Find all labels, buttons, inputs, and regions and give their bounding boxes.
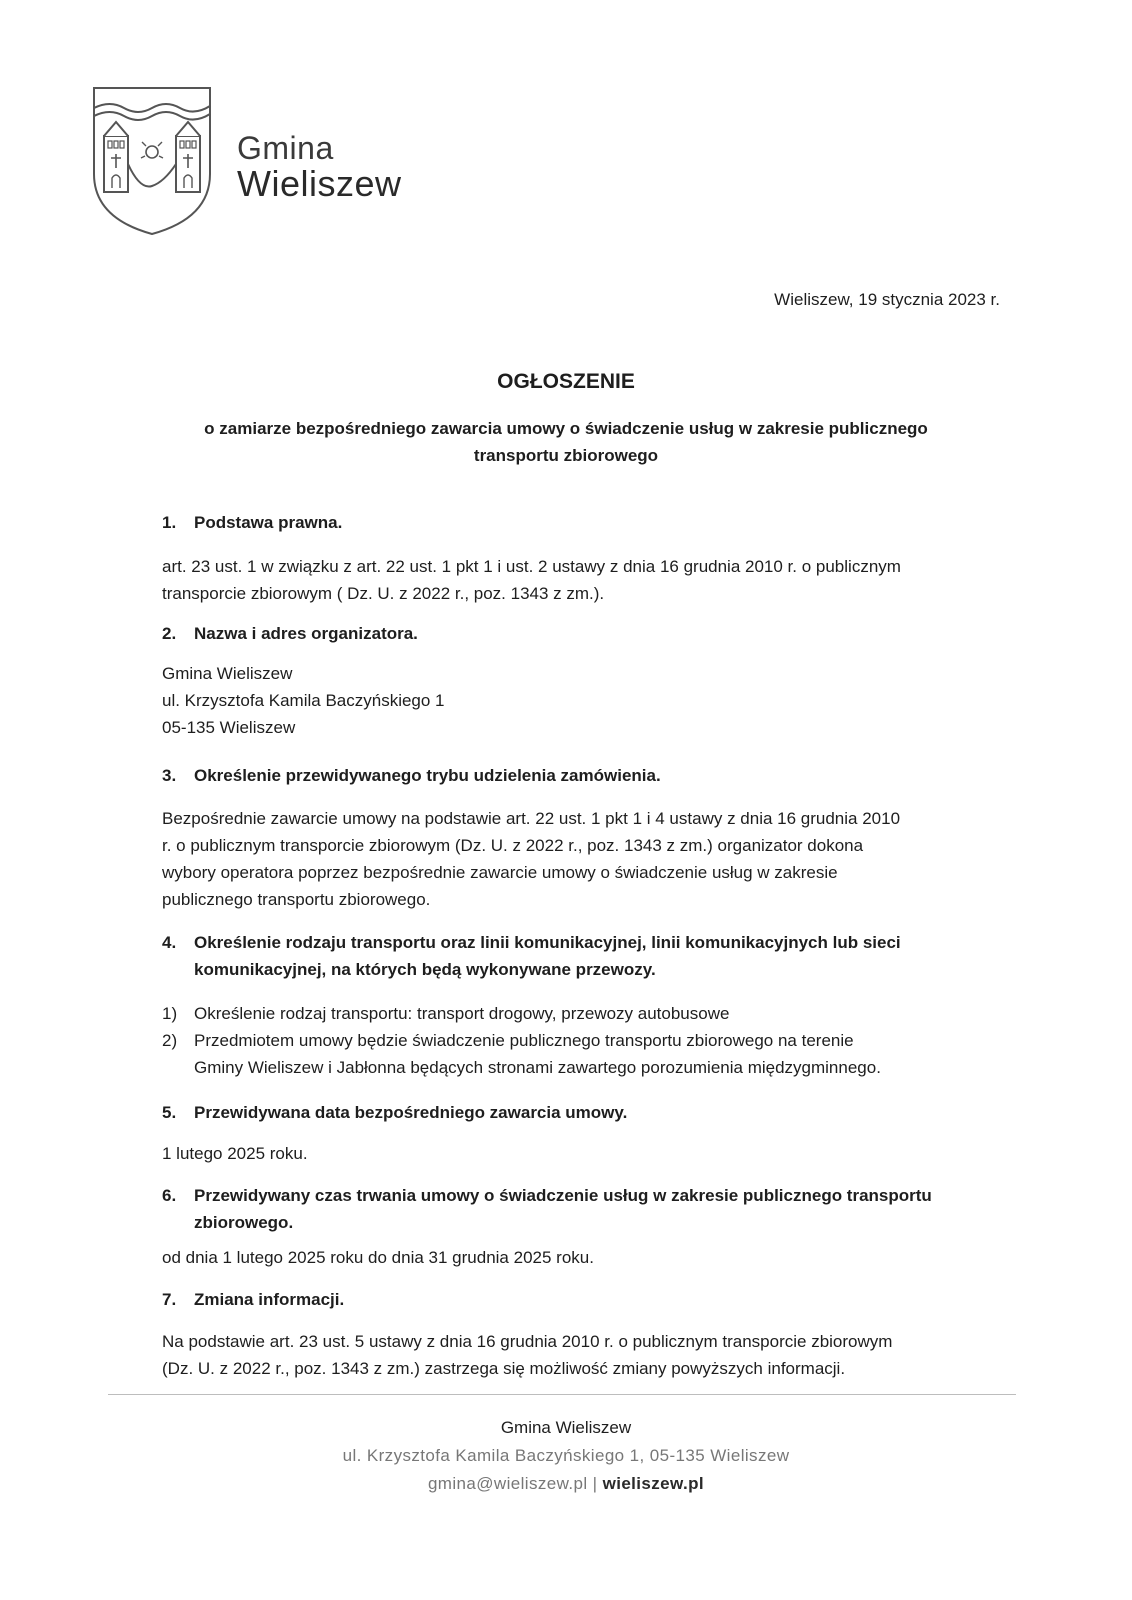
section-title-line: Określenie rodzaju transportu oraz linii komunikacyjnej, linii komunikacyjnych lub sieci [194, 933, 901, 952]
section-number: 5. [162, 1103, 177, 1122]
footer-address: ul. Krzysztofa Kamila Baczyńskiego 1, 05-135 Wieliszew [342, 1446, 790, 1465]
section-title [194, 1182, 1002, 1236]
footer-divider [108, 1394, 1016, 1395]
section-title: Określenie przewidywanego trybu udzielenia zamówienia. [194, 766, 661, 785]
footer-website-link[interactable]: wieliszew.pl [602, 1474, 705, 1493]
section-number: 7. [162, 1290, 177, 1309]
document-date: Wieliszew, 19 stycznia 2023 r. [774, 290, 1000, 309]
section-title: Nazwa i adres organizatora. [194, 624, 418, 643]
subtitle-line-1: o zamiarze bezpośredniego zawarcia umowy o świadczenie usług w zakresie publicznego [204, 419, 928, 438]
document-subtitle [150, 415, 982, 469]
section-1-body [162, 553, 1002, 607]
footer-name: Gmina Wieliszew [500, 1418, 632, 1437]
section-number: 6. [162, 1186, 177, 1205]
list-item-line: Gminy Wieliszew i Jabłonna będących stronami zawartego porozumienia międzygminnego. [194, 1058, 881, 1077]
body-line: wybory operatora poprzez bezpośrednie zawarcie umowy o świadczenie usług w zakresie [162, 863, 838, 882]
section-3-body [162, 805, 1002, 913]
body-line: publicznego transportu zbiorowego. [162, 890, 431, 909]
section-6-heading [162, 1182, 1002, 1236]
list-item-number: 1) [162, 1004, 178, 1023]
section-4-list [162, 1000, 1002, 1081]
section-1-heading [162, 509, 1002, 536]
section-7-heading [162, 1286, 1002, 1313]
brand-line1: Gmina [237, 130, 334, 166]
section-2-heading [162, 620, 1002, 647]
organizer-name: Gmina Wieliszew [162, 664, 293, 683]
section-7-body [162, 1328, 1002, 1382]
section-3-heading [162, 762, 1002, 789]
body-line: Na podstawie art. 23 ust. 5 ustawy z dnia 16 grudnia 2010 r. o publicznym transporcie zbiorowym [162, 1332, 893, 1351]
document-title: OGŁOSZENIE [497, 370, 635, 393]
section-title: Zmiana informacji. [194, 1290, 345, 1309]
section-title-line: komunikacyjnej, na których będą wykonywane przewozy. [194, 960, 656, 979]
organizer-street: ul. Krzysztofa Kamila Baczyńskiego 1 [162, 691, 445, 710]
organizer-postal: 05-135 Wieliszew [162, 718, 296, 737]
list-item-line: Przedmiotem umowy będzie świadczenie publicznego transportu zbiorowego na terenie [194, 1031, 854, 1050]
brand-wordmark [237, 132, 402, 202]
section-title [194, 929, 1002, 983]
body-line: (Dz. U. z 2022 r., poz. 1343 z zm.) zastrzega się możliwość zmiany powyższych informacji. [162, 1359, 846, 1378]
subtitle-line-2: transportu zbiorowego [473, 446, 659, 465]
section-5-heading [162, 1099, 1002, 1126]
list-item-text [194, 1027, 1002, 1081]
list-item [162, 1027, 1002, 1081]
section-number: 4. [162, 933, 177, 952]
list-item-number: 2) [162, 1031, 178, 1050]
section-title-line: zbiorowego. [194, 1213, 294, 1232]
section-title-line: Przewidywany czas trwania umowy o świadczenie usług w zakresie publicznego transportu [194, 1186, 932, 1205]
brand-line2: Wieliszew [237, 163, 402, 204]
body-line: transporcie zbiorowym ( Dz. U. z 2022 r., poz. 1343 z zm.). [162, 584, 605, 603]
section-4-heading [162, 929, 1002, 983]
section-title: Przewidywana data bezpośredniego zawarcia umowy. [194, 1103, 628, 1122]
section-2-body [162, 660, 1002, 741]
coat-of-arms-logo [92, 86, 212, 236]
section-title: Podstawa prawna. [194, 513, 343, 532]
footer-email-link[interactable]: gmina@wieliszew.pl [427, 1474, 588, 1493]
section-5-body [162, 1140, 1002, 1167]
section-6-body [162, 1244, 1002, 1271]
list-item [162, 1000, 1002, 1027]
section-number: 1. [162, 513, 177, 532]
section-number: 3. [162, 766, 177, 785]
footer-contact [0, 1474, 1132, 1494]
list-item-text: Określenie rodzaj transportu: transport drogowy, przewozy autobusowe [194, 1004, 730, 1023]
section-number: 2. [162, 624, 177, 643]
body-line: r. o publicznym transporcie zbiorowym (Dz. U. z 2022 r., poz. 1343 z zm.) organizator dokona [162, 836, 864, 855]
body-line: od dnia 1 lutego 2025 roku do dnia 31 grudnia 2025 roku. [162, 1248, 594, 1267]
footer-separator: | [587, 1474, 603, 1493]
body-line: art. 23 ust. 1 w związku z art. 22 ust. 1 pkt 1 i ust. 2 ustawy z dnia 16 grudnia 2010 r. o publicznym [162, 557, 901, 576]
body-line: 1 lutego 2025 roku. [162, 1144, 308, 1163]
body-line: Bezpośrednie zawarcie umowy na podstawie art. 22 ust. 1 pkt 1 i 4 ustawy z dnia 16 grudnia 2010 [162, 809, 901, 828]
